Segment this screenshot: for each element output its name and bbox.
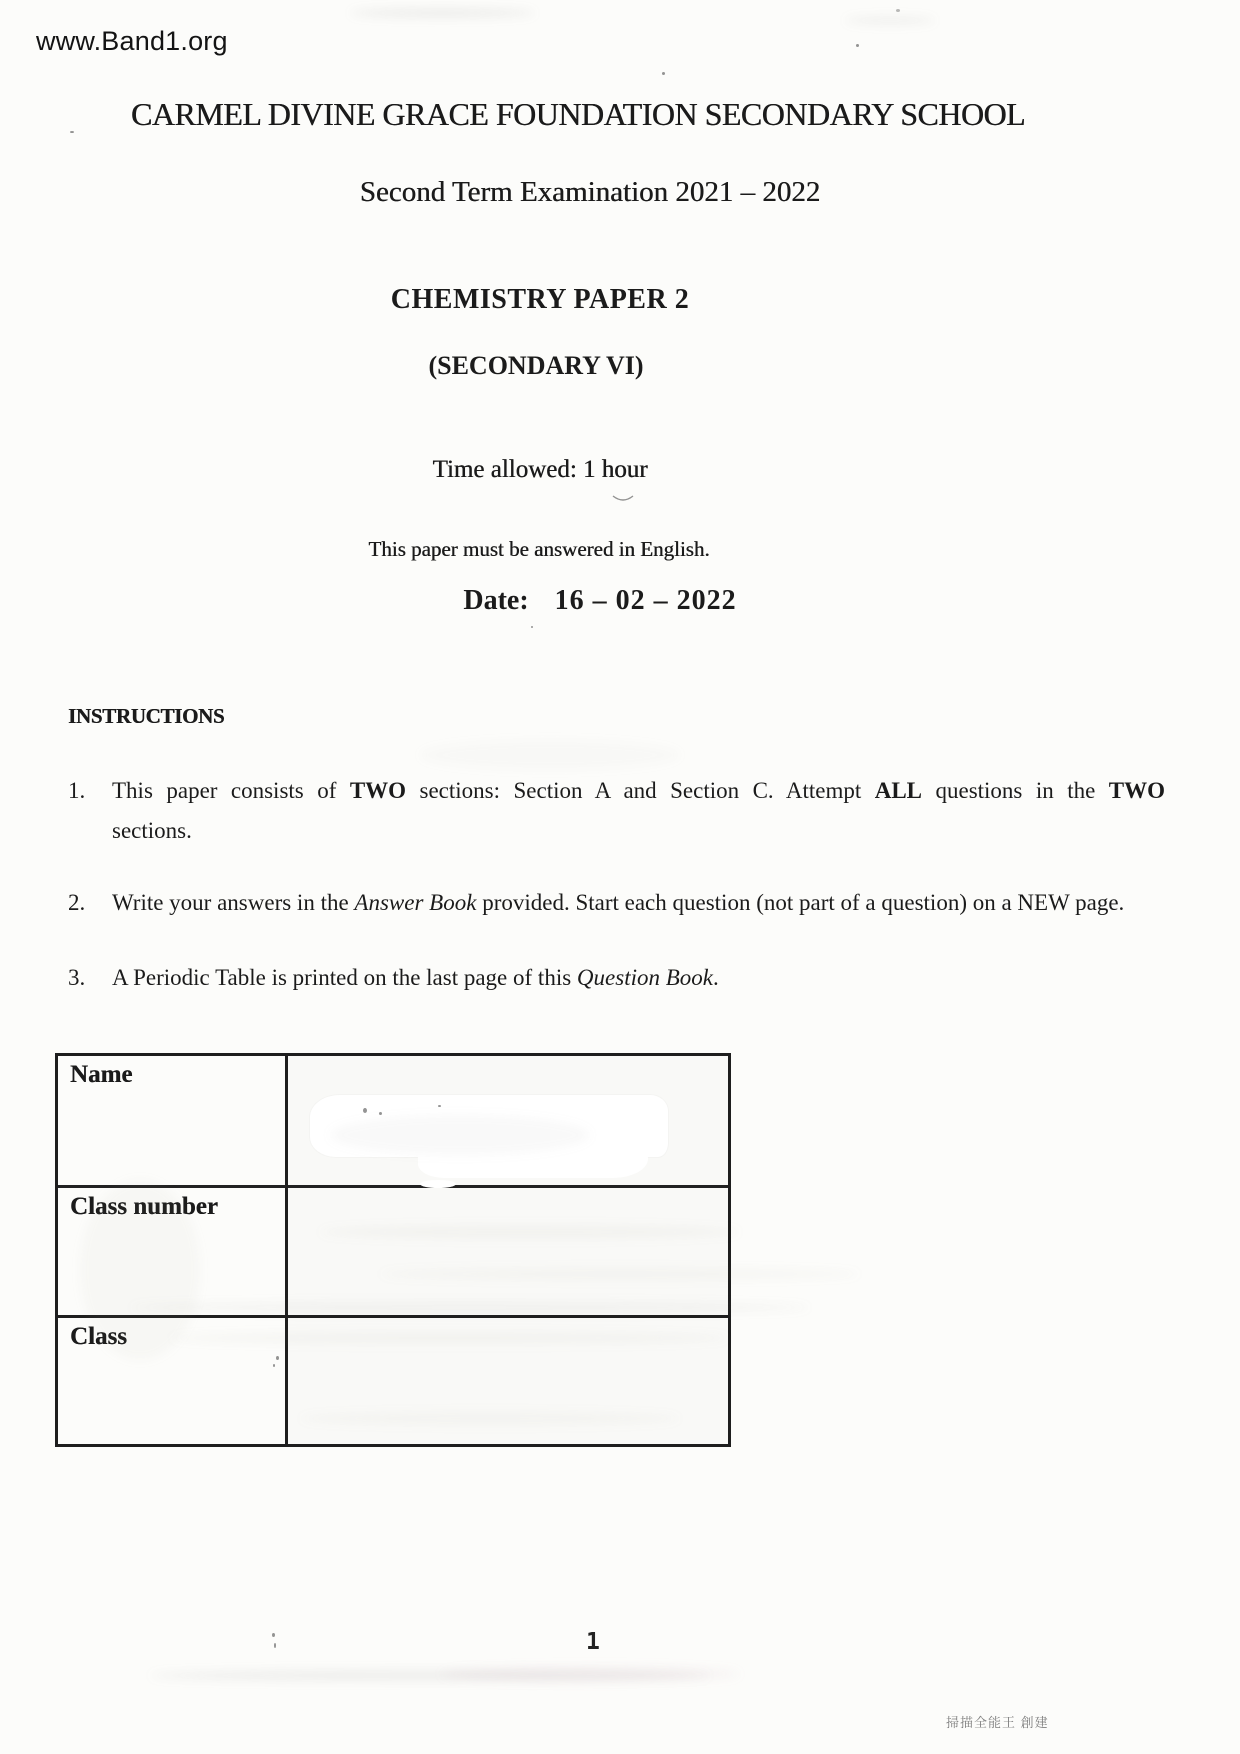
text-segment: A Periodic Table is printed on the last page of this [112,965,577,990]
secondary-level: (SECONDARY VI) [428,351,644,380]
item-number: 3. [68,965,86,990]
watermark-url: www.Band1.org [36,26,228,56]
pen-squiggle-mark [612,494,634,503]
time-allowed: Time allowed: 1 hour [432,456,648,483]
scan-smudge [440,1666,740,1682]
exam-title: Second Term Examination 2021 – 2022 [359,176,821,208]
date-label: Date: [463,585,529,616]
whiteout-blob [420,1180,456,1188]
item-number: 2. [68,890,86,915]
date-value: 16 – 02 – 2022 [554,585,737,616]
instruction-item-1 [68,771,1168,851]
ink-speck [531,626,533,628]
ink-speck [379,1112,382,1115]
language-note: This paper must be answered in English. [368,537,710,561]
scan-smudge [845,16,935,25]
keyword-all: ALL [874,778,923,803]
text-segment: . [712,965,719,990]
text-segment: questions in the [922,778,1109,803]
school-name: CARMEL DIVINE GRACE FOUNDATION SECONDARY SCHOOL [130,96,1026,132]
instruction-item-3 [68,958,1168,998]
scan-smudge [420,740,680,770]
paper-title: CHEMISTRY PAPER 2 [390,284,690,315]
keyword-two: TWO [349,778,407,803]
scan-smudge [350,8,535,18]
instruction-item-2 [68,883,1168,923]
scan-smudge [150,1670,710,1681]
whiteout-blob [418,1148,648,1178]
ink-speck [856,44,859,47]
class-number-value-cell [288,1185,728,1314]
text-segment: Write your answers in the [112,890,355,915]
text-segment: This paper consists of [112,778,350,803]
instruction-text-line [112,771,1165,811]
scanner-credit: 掃描全能王 創建 [946,1715,1049,1730]
keyword-two: TWO [1108,778,1165,803]
name-label-cell: Name [58,1056,288,1185]
ink-speck [70,131,74,133]
ink-speck [438,1105,441,1107]
class-number-label-cell: Class number [58,1185,288,1314]
instructions-heading: INSTRUCTIONS [68,704,225,728]
date-line [60,585,1140,617]
ink-speck [896,9,900,12]
text-segment: provided. Start each question (not part of a question) on a NEW page. [476,890,1125,915]
question-book-italic: Question Book [576,965,713,990]
instruction-text-line: sections. [112,818,192,843]
ink-speck [273,1364,275,1367]
class-value-cell [288,1315,728,1444]
page-number: 1 [586,1629,600,1655]
item-number: 1. [68,778,86,803]
class-label-cell: Class [58,1315,288,1444]
text-segment: sections: Section A and Section C. Attempt [406,778,875,803]
ink-speck [272,1633,275,1637]
answer-book-italic: Answer Book [354,890,477,915]
ink-speck [274,1643,276,1648]
ink-speck [363,1108,367,1113]
ink-speck [276,1356,279,1360]
ink-speck [662,72,665,75]
